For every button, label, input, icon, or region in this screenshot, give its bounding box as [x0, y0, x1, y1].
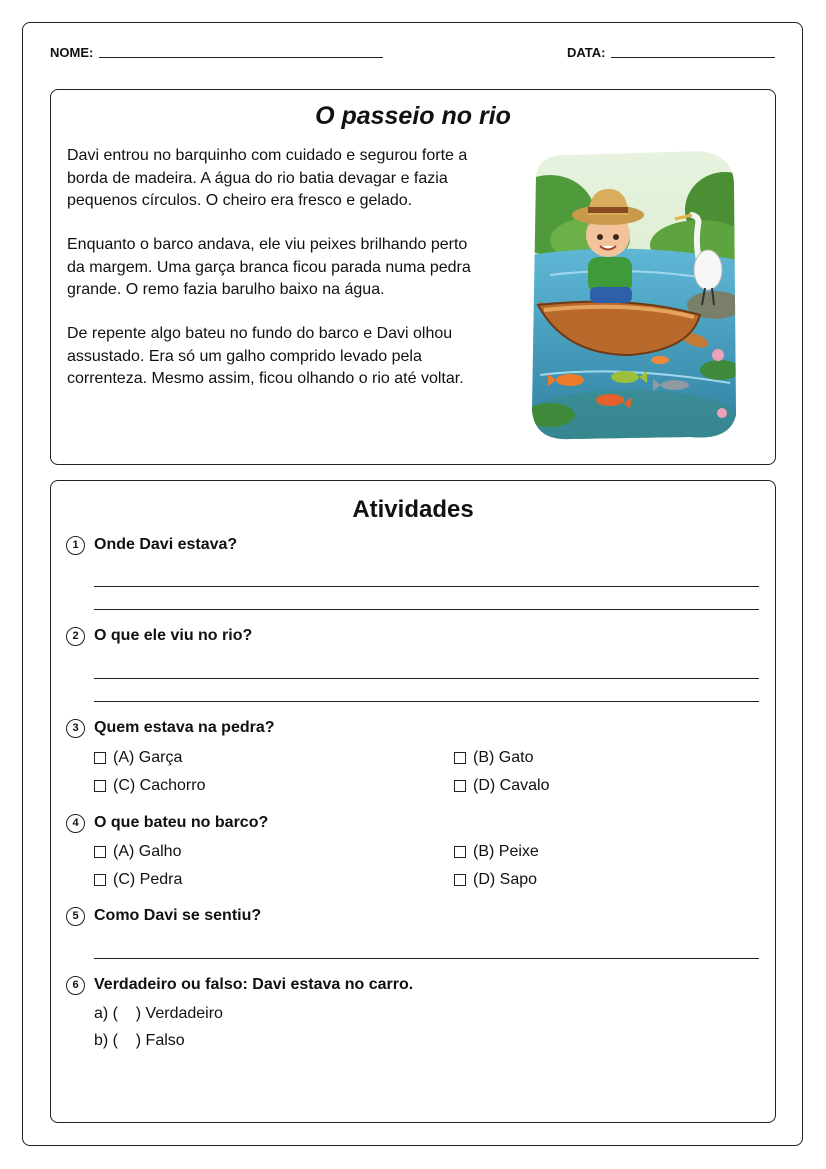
answer-line[interactable]: [94, 958, 759, 959]
activities-title: Atividades: [352, 496, 474, 523]
story-line: pequenos círculos. O cheiro era fresco e gelado.: [67, 192, 413, 209]
option-checkbox[interactable]: [94, 843, 181, 861]
date-label: DATA:: [567, 45, 606, 60]
question-number-5: 5: [66, 907, 85, 926]
question-number-2: 2: [66, 627, 85, 646]
checkbox-icon[interactable]: [94, 846, 106, 858]
question-4-text: O que bateu no barco?: [94, 814, 269, 831]
story-paragraph-1: [67, 145, 512, 213]
question-number-1: 1: [66, 536, 85, 555]
option-label: (B) Peixe: [473, 843, 539, 860]
option-label: (A) Galho: [113, 843, 182, 860]
story-paragraph-2: [67, 234, 512, 302]
story-paragraph-3: [67, 323, 512, 391]
option-checkbox[interactable]: [454, 871, 537, 889]
question-2-text: O que ele viu no rio?: [94, 627, 253, 644]
option-label: (D) Cavalo: [473, 777, 550, 794]
story-line: correnteza. Mesmo assim, ficou olhando o rio até voltar.: [67, 370, 464, 387]
answer-line[interactable]: [94, 701, 759, 702]
answer-line[interactable]: [94, 609, 759, 610]
name-label: NOME:: [50, 45, 94, 60]
question-number-4: 4: [66, 814, 85, 833]
option-label: (A) Garça: [113, 749, 183, 766]
answer-line[interactable]: [94, 586, 759, 587]
checkbox-icon[interactable]: [94, 752, 106, 764]
option-label: (D) Sapo: [473, 871, 538, 888]
false-option[interactable]: b) ( ) Falso: [94, 1032, 185, 1049]
checkbox-icon[interactable]: [94, 780, 106, 792]
question-number-3: 3: [66, 719, 85, 738]
story-line: grande. O remo fazia barulho baixo na água.: [67, 281, 385, 298]
option-label: (C) Pedra: [113, 871, 183, 888]
checkbox-icon[interactable]: [454, 874, 466, 886]
option-checkbox[interactable]: [454, 843, 539, 861]
boy-in-boat-illustration: [530, 145, 738, 445]
option-checkbox[interactable]: [454, 749, 533, 767]
activities-box: [50, 480, 776, 1123]
story-title: O passeio no rio: [315, 102, 511, 130]
question-5-text: Como Davi se sentiu?: [94, 907, 262, 924]
story-line: Davi entrou no barquinho com cuidado e segurou forte a: [67, 147, 468, 164]
option-checkbox[interactable]: [94, 871, 182, 889]
checkbox-icon[interactable]: [454, 780, 466, 792]
option-label: (B) Gato: [473, 749, 534, 766]
option-label: (C) Cachorro: [113, 777, 206, 794]
true-option[interactable]: a) ( ) Verdadeiro: [94, 1005, 223, 1022]
checkbox-icon[interactable]: [454, 752, 466, 764]
question-3-text: Quem estava na pedra?: [94, 719, 275, 736]
name-field-line[interactable]: [99, 57, 383, 58]
checkbox-icon[interactable]: [454, 846, 466, 858]
story-line: De repente algo bateu no fundo do barco e Davi olhou: [67, 325, 453, 342]
option-checkbox[interactable]: [94, 777, 205, 795]
story-line: Enquanto o barco andava, ele viu peixes brilhando perto: [67, 236, 468, 253]
story-line: borda de madeira. A água do rio batia devagar e fazia: [67, 169, 448, 187]
question-1-text: Onde Davi estava?: [94, 536, 238, 553]
date-field-line[interactable]: [611, 57, 775, 58]
checkbox-icon[interactable]: [94, 874, 106, 886]
question-6-text: Verdadeiro ou falso: Davi estava no carro.: [94, 976, 414, 993]
story-line: da margem. Uma garça branca ficou parada numa pedra: [67, 258, 471, 276]
question-number-6: 6: [66, 976, 85, 995]
option-checkbox[interactable]: [454, 777, 549, 795]
answer-line[interactable]: [94, 678, 759, 679]
option-checkbox[interactable]: [94, 749, 182, 767]
story-line: assustado. Era só um galho comprido levado pela: [67, 347, 422, 365]
